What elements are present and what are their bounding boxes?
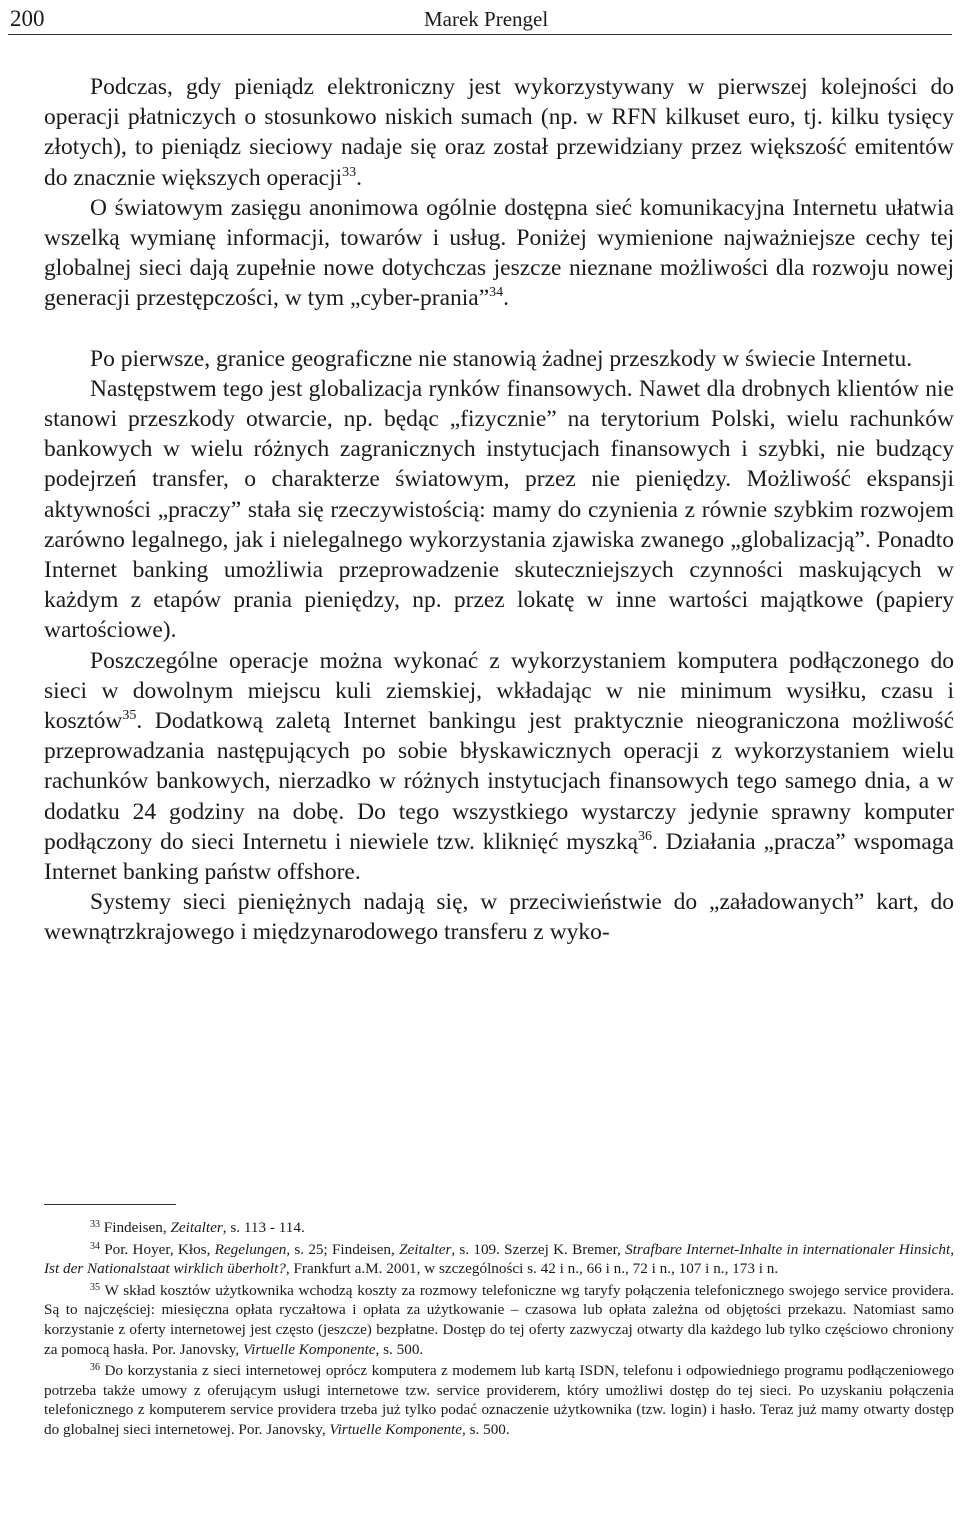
paragraph-3 [44,344,954,374]
footnote-36 [44,1361,954,1439]
paragraph-2 [44,193,954,314]
footnote-35-text: W skład kosztów użytkownika wchodzą koszty za rozmowy telefoniczne wg taryfy połączenia telefonicznego swojego service providera. Są to najczęściej: miesięczna opłata ryczałtowa i opłata za użytkowanie – czasowa lub opłata zależna od objętości przekazu. Natomiast samo korzystanie z oferty internetowej jest często (jeszcze) bezpłatne. Dostęp do tej oferty zazwyczaj otwarty dla każdego lub tylko częściowo chroniony za pomocą hasła. Por. Janovsky, [44,1281,954,1358]
footnote-ref-33: 33 [342,164,357,180]
paragraph-3-text: Po pierwsze, granice geograficzne nie stanowią żadnej przeszkody w świecie Internetu. [90,345,913,372]
footnote-separator [44,1204,176,1205]
paragraph-4 [44,374,954,646]
footnote-33-text: Findeisen, [100,1219,171,1236]
footnote-36-title: Virtuelle Komponente [329,1420,463,1438]
paragraph-2-text: O światowym zasięgu anonimowa ogólnie dostępna sieć komunikacyjna Internetu ułatwia wszelką wymianę informacji, towarów i usług. Poniżej wymienione najważniejsze cechy tej globalnej sieci dają zupełnie nowe dotychczas jeszcze nieznane możliwości dla rozwoju nowej generacji przestępczości, w tym „cyber-prania” [44,194,954,312]
footnote-33-number: 33 [90,1219,100,1230]
footnote-34 [44,1240,954,1279]
footnote-ref-34: 34 [489,285,504,301]
footnote-35 [44,1281,954,1359]
footnote-35-number: 35 [90,1281,100,1293]
paragraph-5-text: Poszczególne operacje można wykonać z wykorzystaniem komputera podłączonego do sieci w dowolnym miejscu kuli ziemskiej, wkładając w nie minimum wysiłku, czasu i kosztów [44,647,954,735]
paragraph-1-text: Podczas, gdy pieniądz elektroniczny jest wykorzystywany w pierwszej kolejności do operacji płatniczych o stosunkowo niskich sumach (np. w RFN kilkuset euro, tj. kilku tysięcy złotych), to pieniądz sieciowy nadaje się oraz został przewidziany przez większość emitentów do znacznie większych operacji [44,74,954,191]
footnote-33-title: Zeitalter [170,1219,223,1236]
footnote-36-text: Do korzystania z sieci internetowej oprócz komputera z modemem lub kartą ISDN, telefonu i odpowiedniego programu podłączeniowego potrzeba także umowy z oferującym usługi internetowe tzw. service providerem, który umożliwi dostęp do tej sieci. Po uzyskaniu połączenia telefonicznego z komputerem service providera trzeba już tylko podać oznaczenie użytkownika (tzw. login) i hasło. Teraz już mamy otwarty dostęp do globalnej sieci internetowej. Por. Janovsky, [44,1362,954,1438]
footnote-34-title-3: Strafbare Internet-Inhalte in internationaler Hinsicht, Ist der Nationalstaat wirklich überholt? [44,1240,955,1278]
footnote-ref-35: 35 [122,708,137,724]
footnotes [44,1218,954,1442]
footnote-33-pages: , s. 113 - 114. [222,1219,305,1236]
paragraph-6 [44,887,954,947]
footnote-36-number: 36 [90,1362,100,1374]
paragraph-5-text-2: . Dodatkową zaletą Internet bankingu jest praktycznie nieograniczona możliwość przeprowadzania następujących po sobie błyskawicznych operacji z wykorzystaniem wielu rachunków bankowych, nierzadko w różnych instytucjach finansowych tego samego dnia, a w dodatku 24 godziny na dobę. Do tego wszystkiego wystarczy jedynie sprawny komputer podłączony do sieci Internetu i niewiele tzw. kliknięć myszką [44,708,954,855]
footnote-34-text-4: , Frankfurt a.M. 2001, w szczególności s. 42 i n., 66 i n., 72 i n., 107 i n., 173 i n. [285,1260,779,1278]
paragraph-1 [44,72,954,193]
footnote-35-pages: , s. 500. [375,1340,424,1358]
paragraph-4-text: Następstwem tego jest globalizacja rynków finansowych. Nawet dla drobnych klientów nie stanowi przeszkody otwarcie, np. będąc „fizycznie” na terytorium Polski, wielu rachunków bankowych w wielu różnych zagranicznych instytucjach finansowych i szybki, nie budzący podejrzeń transfer, o charakterze światowym, przez nie pieniędzy. Możliwość ekspansji aktywności „praczy” stała się rzeczywistością: mamy do czynienia z równie szybkim rozwojem zarówno legalnego, jak i nielegalnego wykorzystania zjawiska zwanego „globalizacją”. Ponadto Internet banking umożliwia przeprowadzenie skuteczniejszych czynności maskujących w każdym z etapów prania pieniędzy, np. przez lokatę w inne wartości majątkowe (papiery wartościowe). [44,375,954,644]
running-header [0,4,960,34]
footnote-36-pages: , s. 500. [462,1420,510,1438]
running-header-author: Marek Prengel [424,7,549,31]
footnote-34-text: Por. Hoyer, Kłos, [100,1240,215,1258]
main-text [44,72,954,948]
header-rule [8,34,952,35]
page-number: 200 [10,6,45,31]
footnote-ref-36: 36 [638,828,653,844]
footnote-35-title: Virtuelle Komponente [242,1340,376,1358]
footnote-34-number: 34 [90,1240,100,1252]
paragraph-2-end: . [503,285,510,312]
paragraph-5 [44,646,954,888]
footnote-34-text-3: , s. 109. Szerzej K. Bremer, [451,1240,626,1258]
footnote-34-title-2: Zeitalter [399,1240,452,1258]
paragraph-5-text-3: . Działania „pracza” wspomaga Internet banking państw offshore. [44,828,954,886]
footnote-34-title-1: Regelungen [214,1240,287,1258]
footnote-33 [44,1218,954,1238]
paragraph-1-end: . [356,164,363,191]
paragraph-6-text: Systemy sieci pieniężnych nadają się, w przeciwieństwie do „załadowanych” kart, do wewnątrzkrajowego i międzynarodowego transferu z wyko- [44,889,954,946]
footnote-34-text-2: , s. 25; Findeisen, [286,1240,400,1258]
